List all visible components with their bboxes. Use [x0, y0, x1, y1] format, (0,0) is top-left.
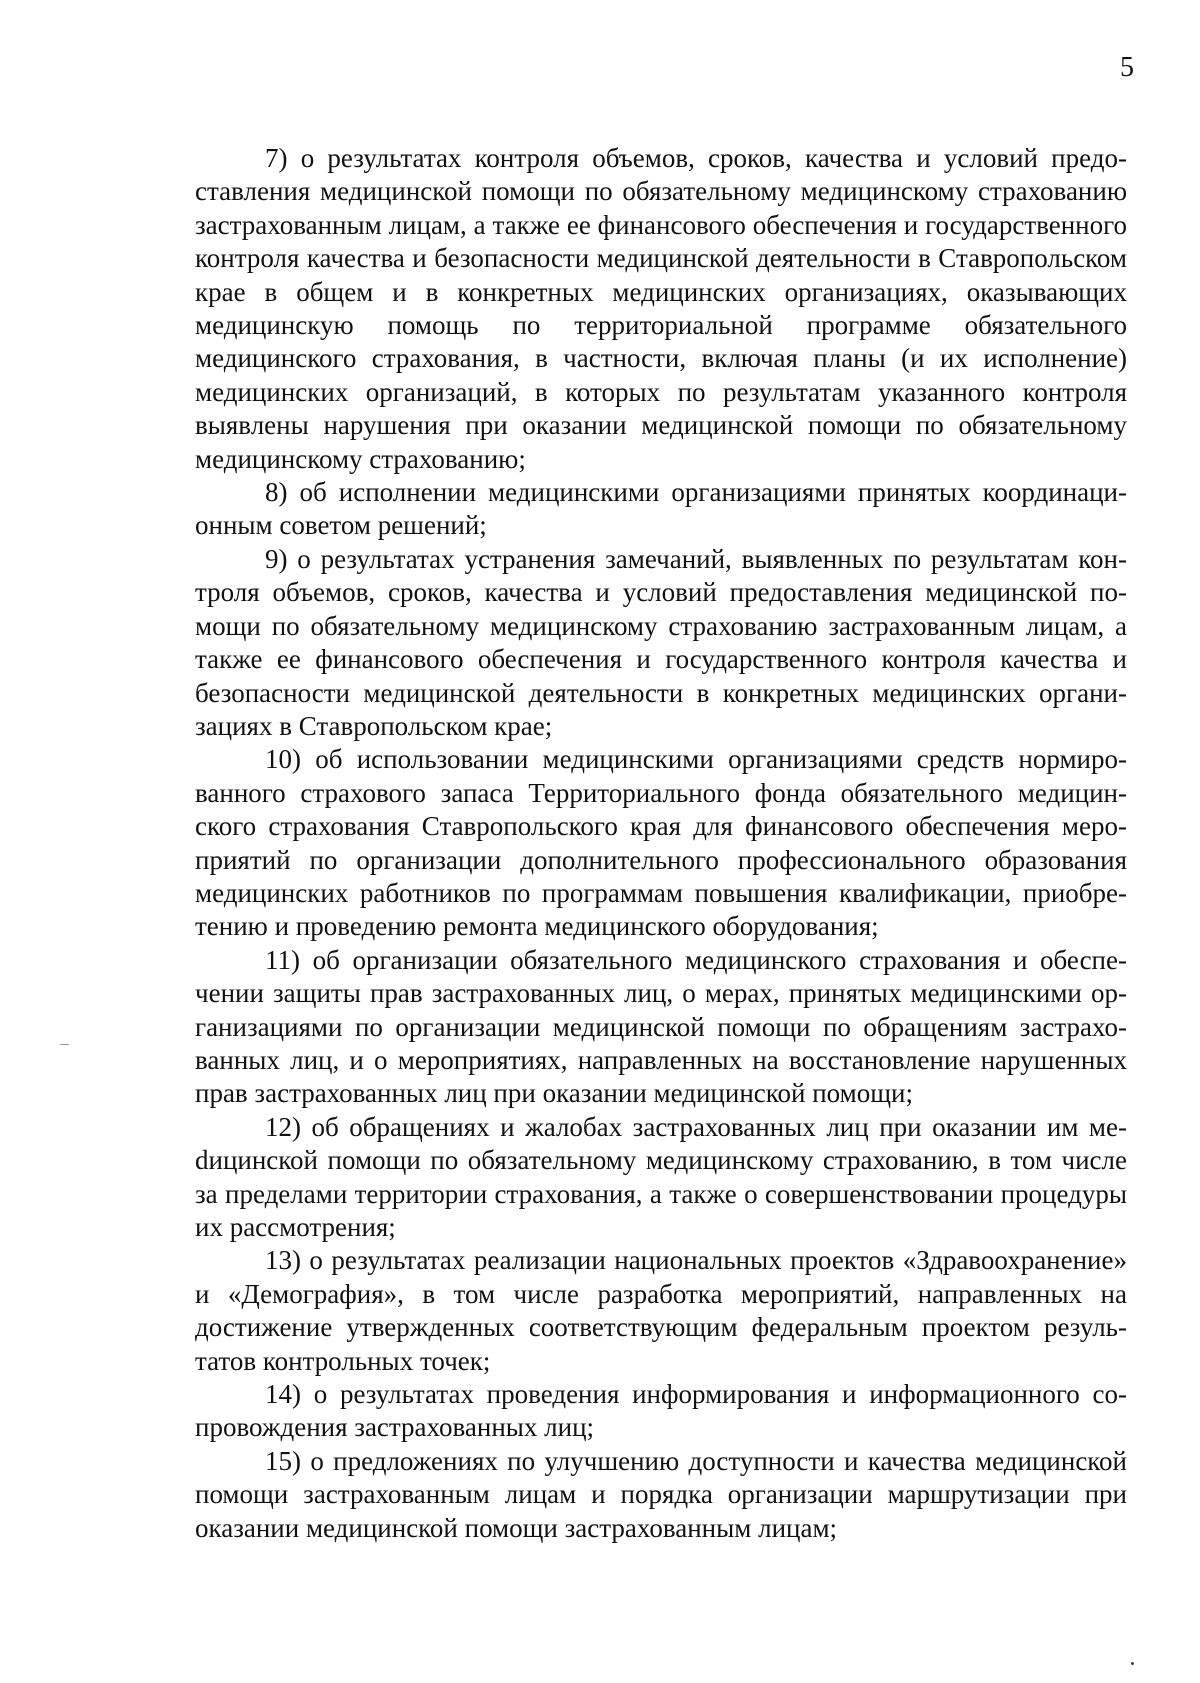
page-number: 5 — [1120, 52, 1134, 83]
paragraph-item-13: 13) о результатах реализации национальных проектов «Здравоохранение» и «Демография», в том числе разработка мероприятий, направленных на достижение утвержденных соответствующим федеральным проектом результатов контрольных точек; — [195, 1245, 1127, 1376]
paragraph-item-14: 14) о результатах проведения информирования и информационного сопровождения застрахованных лиц; — [195, 1379, 1127, 1443]
paragraph-item-10: 10) об использовании медицинскими организациями средств нормированного страхового запаса Территориального фонда обязательного медицинского страхования Ставропольского края для финансового обеспечения мероприятий по организации дополнительного профессионального образования медицинских работников по программам повышения квалификации, приобретению и проведению ремонта медицинского оборудования; — [195, 744, 1127, 942]
paragraph-item-9: 9) о результатах устранения замечаний, выявленных по результатам контроля объемов, сроков, качества и условий предоставления медицинской помощи по обязательному медицинскому страхованию застрахованным лицам, а также ее финансового обеспечения и государственного контроля качества и безопасности медицинской деятельности в конкретных медицинских организациях в Ставропольском крае; — [195, 543, 1127, 741]
paragraph-item-11: 11) об организации обязательного медицинского страхования и обеспечении защиты прав застрахованных лиц, о мерах, принятых медицинскими организациями по организации медицинской помощи по обращениям застрахованных лиц, и о мероприятиях, направленных на восстановление нарушенных прав застрахованных лиц при оказании медицинской помощи; — [195, 944, 1127, 1109]
scan-mark-left — [60, 1044, 69, 1045]
paragraph-item-8: 8) об исполнении медицинскими организациями принятых координационным советом решений; — [195, 477, 1127, 541]
paragraph-item-12: 12) об обращениях и жалобах застрахованных лиц при оказании им меdицинской помощи по обязательному медицинскому страхованию, в том числе за пределами территории страхования, а также о совершенствовании процедуры их рассмотрения; — [195, 1111, 1127, 1242]
paragraph-item-7: 7) о результатах контроля объемов, сроков, качества и условий предоставления медицинской помощи по обязательному медицинскому страхованию застрахованным лицам, а также ее финансового обеспечения и государственного контроля качества и безопасности медицинской деятельности в Ставропольском крае в общем и в конкретных медицинских организациях, оказывающих медицинскую помощь по территориальной программе обязательного медицинского страхования, в частности, включая планы (и их исполнение) медицинских организаций, в которых по результатам указанного контроля выявлены нарушения при оказании медицинской помощи по обязательному медицинскому страхованию; — [195, 143, 1127, 474]
document-body — [195, 142, 1127, 1545]
scan-mark-right — [1131, 1662, 1134, 1665]
paragraph-item-15: 15) о предложениях по улучшению доступности и качества медицинской помощи застрахованным лицам и порядка организации маршрутизации при оказании медицинской помощи застрахованным лицам; — [195, 1445, 1127, 1543]
